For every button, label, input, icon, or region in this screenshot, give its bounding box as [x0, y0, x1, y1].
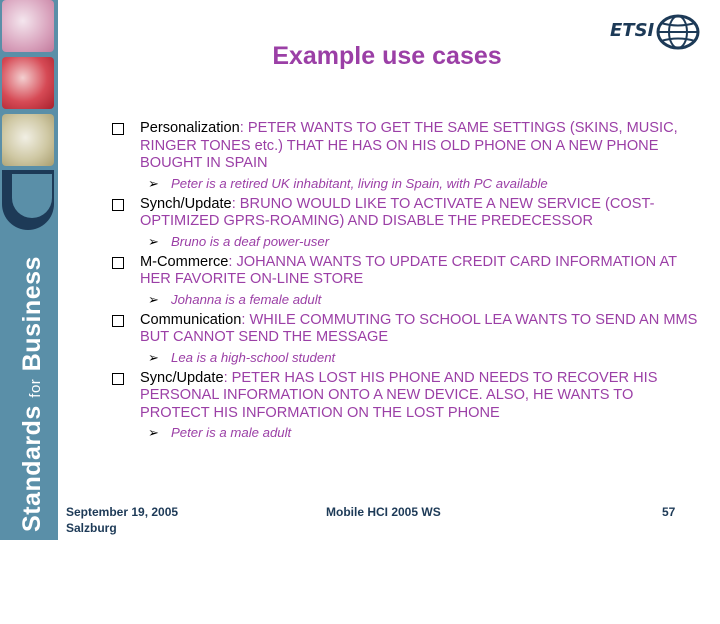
slide-title: Example use cases	[272, 42, 502, 70]
footer-event: Mobile HCI 2005 WS	[326, 505, 441, 519]
arrow-bullet-icon: ➢	[148, 233, 159, 249]
persona-text: Peter is a retired UK inhabitant, living in Spain, with PC available	[171, 175, 548, 191]
brand-main: Standards	[18, 405, 46, 532]
checkbox-bullet-icon	[112, 373, 124, 385]
persona-note	[112, 234, 702, 250]
use-case-text: : JOHANNA WANTS TO UPDATE CREDIT CARD INFORMATION AT HER FAVORITE ON-LINE STORE	[140, 253, 677, 287]
brand-end: Business	[18, 256, 46, 372]
persona-note	[112, 425, 702, 441]
arrow-bullet-icon: ➢	[148, 291, 159, 307]
footer-date-place	[66, 504, 178, 536]
use-case-bullet	[112, 312, 702, 347]
rose-image-tile	[2, 57, 54, 109]
use-case-bullet	[112, 370, 702, 423]
brand-for: for	[27, 378, 44, 398]
use-case-label: Sync/Update	[140, 369, 224, 386]
checkbox-bullet-icon	[112, 315, 124, 327]
sidebar	[0, 0, 58, 540]
footer-place: Salzburg	[66, 521, 117, 535]
checkbox-bullet-icon	[112, 199, 124, 211]
footer-date: September 19, 2005	[66, 505, 179, 519]
use-case-label: M-Commerce	[140, 253, 229, 270]
use-case-bullet	[112, 254, 702, 289]
checkbox-bullet-icon	[112, 123, 124, 135]
flower-image-tile	[2, 0, 54, 52]
use-case-2	[112, 196, 702, 250]
use-case-5	[112, 370, 702, 442]
persona-note	[112, 176, 702, 192]
use-case-bullet	[112, 196, 702, 231]
use-case-text: : WHILE COMMUTING TO SCHOOL LEA WANTS TO SEND AN MMS BUT CANNOT SEND THE MESSAGE	[140, 311, 698, 345]
persona-text: Peter is a male adult	[171, 425, 292, 440]
page-number: 57	[662, 505, 676, 519]
use-case-label: Synch/Update	[140, 195, 232, 212]
persona-text: Bruno is a deaf power-user	[171, 233, 330, 249]
use-case-text: : PETER HAS LOST HIS PHONE AND NEEDS TO RECOVER HIS PERSONAL INFORMATION ONTO A NEW DEVICE. ALSO, HE WANTS TO PROTECT HIS INFORMATION ON THE LOST PHONE	[140, 369, 658, 421]
use-case-label: Communication	[140, 311, 242, 328]
use-case-bullet	[112, 120, 702, 173]
sidebar-brand	[18, 164, 46, 624]
arrow-bullet-icon: ➢	[148, 175, 159, 191]
use-case-3	[112, 254, 702, 308]
persona-text: Johanna is a female adult	[171, 291, 322, 307]
arrow-bullet-icon: ➢	[148, 425, 159, 440]
persona-note	[112, 350, 702, 366]
persona-text: Lea is a high-school student	[171, 349, 336, 365]
persona-note	[112, 292, 702, 308]
use-case-text: : PETER WANTS TO GET THE SAME SETTINGS (SKINS, MUSIC, RINGER TONES etc.) THAT HE HAS ON HIS OLD PHONE ON A NEW PHONE BOUGHT IN SPAIN	[140, 120, 678, 171]
arrow-bullet-icon: ➢	[148, 349, 159, 365]
shell-image-tile	[2, 114, 54, 166]
use-case-list	[112, 120, 702, 445]
checkbox-bullet-icon	[112, 257, 124, 269]
logo-text: ETSI	[610, 20, 655, 41]
use-case-label: Personalization	[140, 120, 240, 136]
use-case-text: : BRUNO WOULD LIKE TO ACTIVATE A NEW SERVICE (COST-OPTIMIZED GPRS-ROAMING) AND DISABLE THE PREDECESSOR	[140, 195, 655, 229]
use-case-1	[112, 120, 702, 192]
use-case-4	[112, 312, 702, 366]
